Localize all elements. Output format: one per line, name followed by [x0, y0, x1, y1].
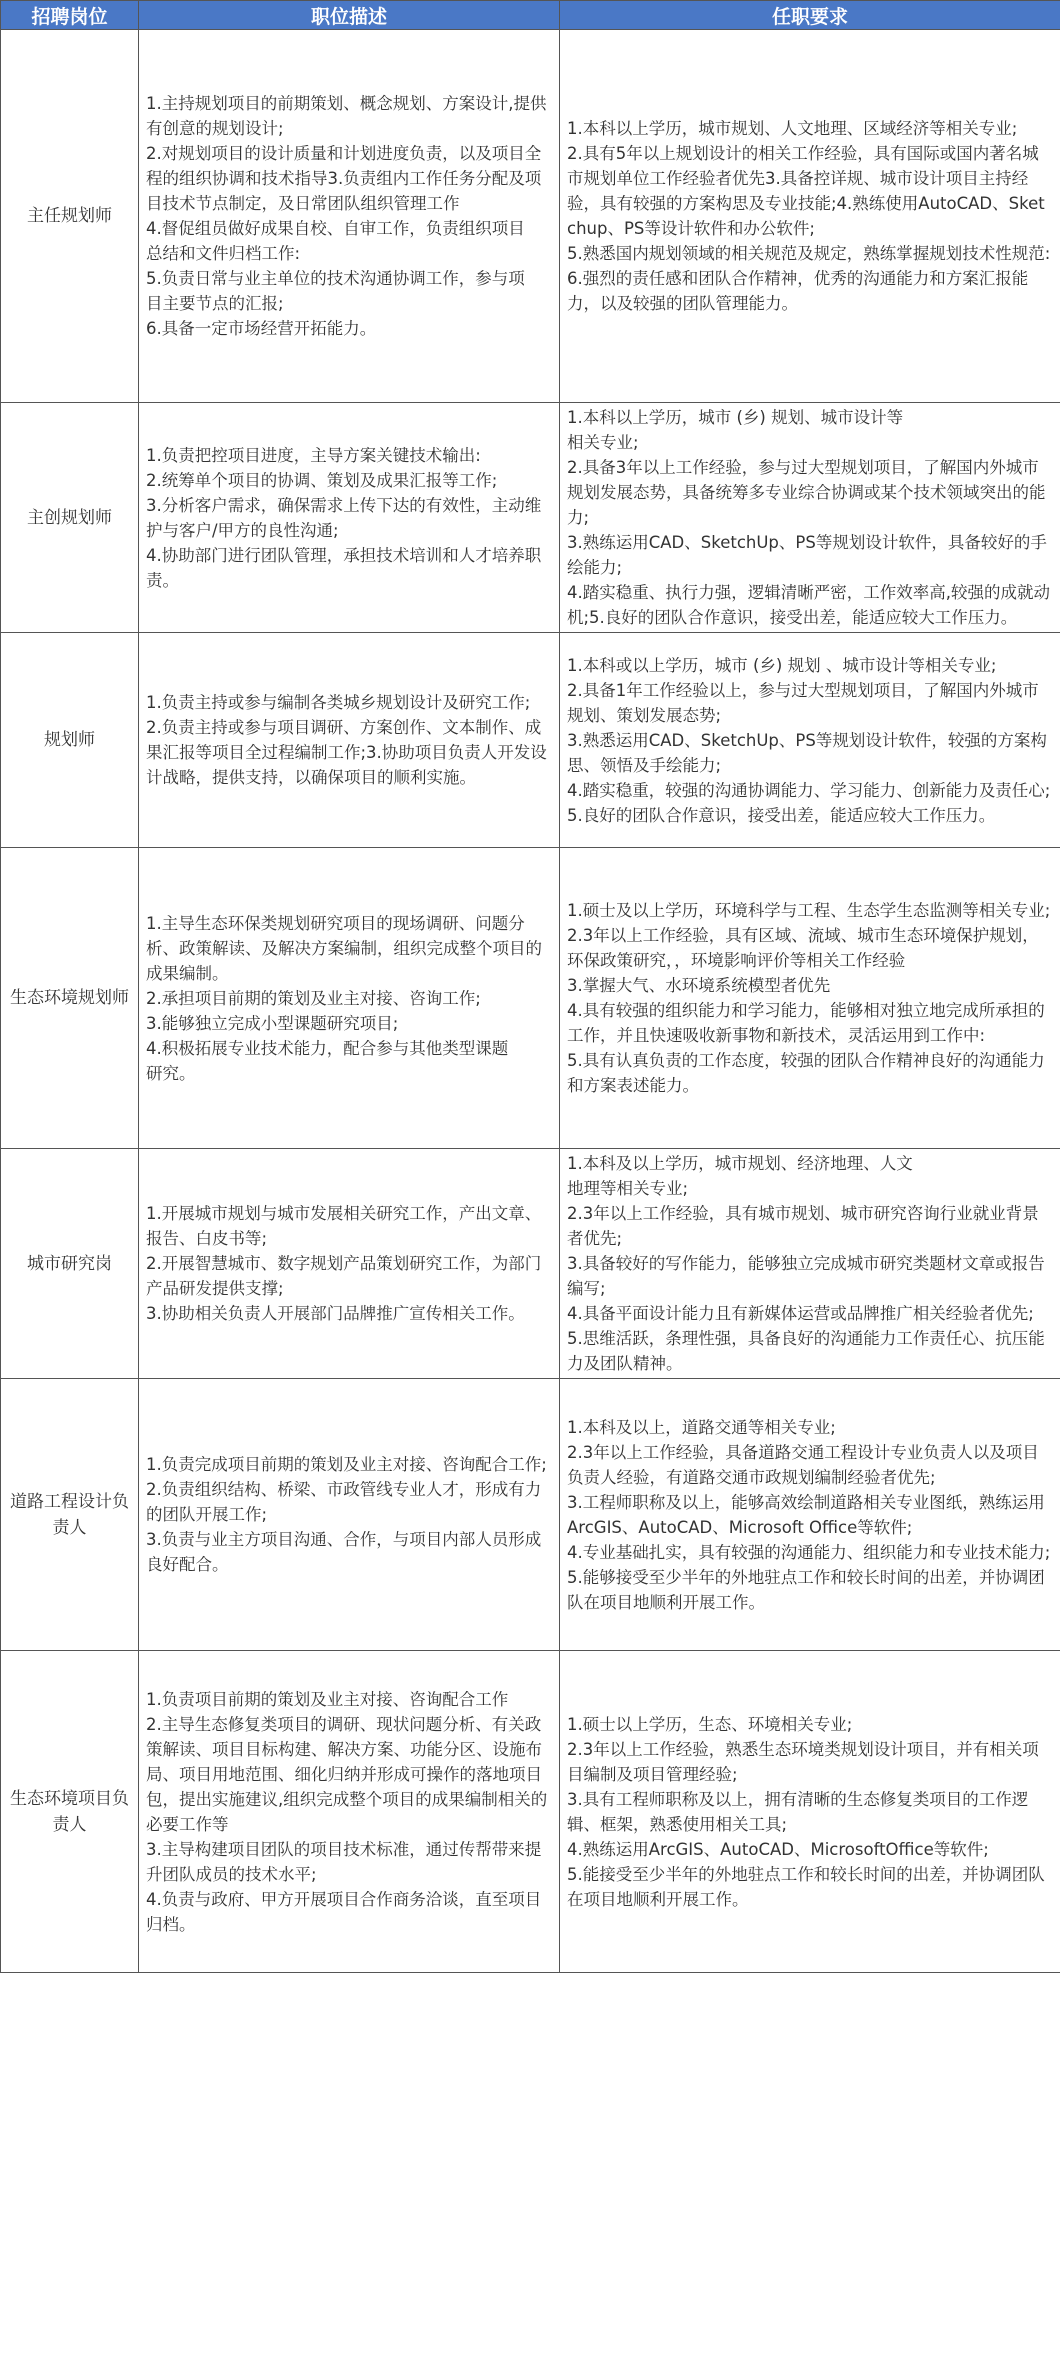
requirements-cell [560, 1149, 1060, 1379]
text-line: 4.踏实稳重，较强的沟通协调能力、学习能力、创新能力及责任心; [567, 780, 1051, 800]
text-line: 1.负责把控项目进度，主导方案关键技术输出: [146, 445, 481, 465]
position-cell: 主创规划师 [1, 403, 139, 633]
position-cell: 生态环境规划师 [1, 848, 139, 1149]
text-line: 5.良好的团队合作意识，接受出差，能适应较大工作压力。 [567, 805, 996, 825]
text-line: 5.思维活跃，条理性强，具备良好的沟通能力工作责任心、抗压能力及团队精神。 [567, 1329, 1045, 1373]
text-line: 4.具有较强的组织能力和学习能力，能够相对独立地完成所承担的工作，并且快速吸收新事物和新技术，灵活运用到工作中: [567, 1001, 1045, 1045]
text-line: 4.负责与政府、甲方开展项目合作商务洽谈，直至项目归档。 [146, 1889, 542, 1934]
text-line: 3.工程师职称及以上，能够高效绘制道路相关专业图纸，熟练运用ArcGIS、AutoCAD、Microsoft Office等软件; [567, 1492, 1045, 1537]
text-line: 1.本科或以上学历，城市 (乡) 规划 、城市设计等相关专业; [567, 655, 997, 675]
text-line: 1.主导生态环保类规划研究项目的现场调研、问题分析、政策解读、及解决方案编制，组织完成整个项目的成果编制。 [146, 913, 542, 983]
requirements-cell [560, 633, 1060, 848]
text-line: 1.硕士及以上学历，环境科学与工程、生态学生态监测等相关专业; [567, 901, 1051, 920]
text-line: 5.能接受至少半年的外地驻点工作和较长时间的出差，并协调团队在项目地顺利开展工作。 [567, 1864, 1045, 1909]
text-line: 6.具备一定市场经营开拓能力。 [146, 319, 377, 338]
text-line: 1.本科以上学历，城市 (乡) 规划、城市设计等 [567, 408, 904, 427]
text-line: 5.负责日常与业主单位的技术沟通协调工作，参与项 [146, 269, 525, 288]
text-line: 1.本科以上学历，城市规划、人文地理、区域经济等相关专业; [567, 119, 1018, 138]
text-line: 2.负责主持或参与项目调研、方案创作、文本制作、成果汇报等项目全过程编制工作;3.协助项目负责人开发设计战略，提供支持，以确保项目的顺利实施。 [146, 718, 547, 787]
description-cell [139, 30, 560, 403]
text-line: 2.3年以上工作经验，熟悉生态环境类规划设计项目，并有相关项目编制及项目管理经验; [567, 1739, 1039, 1784]
text-line: 3.熟悉运用CAD、SketchUp、PS等规划设计软件，较强的方案构思、领悟及手绘能力; [567, 730, 1047, 775]
text-line: 3.能够独立完成小型课题研究项目; [146, 1013, 399, 1033]
text-line: 研究。 [146, 1063, 196, 1083]
text-line: 4.协助部门进行团队管理，承担技术培训和人才培养职责。 [146, 545, 542, 590]
text-line: 相关专业; [567, 433, 639, 452]
text-line: 3.协助相关负责人开展部门品牌推广宣传相关工作。 [146, 1304, 525, 1323]
text-line: 1.开展城市规划与城市发展相关研究工作，产出文章、报告、白皮书等; [146, 1204, 542, 1248]
text-line: 目主要节点的汇报; [146, 294, 284, 313]
text-line: 2.负责组织结构、桥梁、市政管线专业人才，形成有力的团队开展工作; [146, 1480, 542, 1524]
text-line: 3.掌握大气、水环境系统模型者优先 [567, 976, 831, 995]
text-line: 4.专业基础扎实，具有较强的沟通能力、组织能力和专业技术能力; [567, 1542, 1051, 1562]
description-cell [139, 1149, 560, 1379]
text-line: 2.3年以上工作经验，具有区域、流域、城市生态环境保护规划，环保政策研究，，环境影响评价等相关工作经验 [567, 926, 1039, 970]
header-description: 职位描述 [139, 1, 560, 30]
header-position: 招聘岗位 [1, 1, 139, 30]
text-line: 地理等相关专业; [567, 1179, 689, 1198]
table-row [1, 403, 1060, 633]
text-line: 2.3年以上工作经验，具备道路交通工程设计专业负责人以及项目负责人经验，有道路交通市政规划编制经验者优先; [567, 1442, 1039, 1487]
description-cell [139, 848, 560, 1149]
text-line: 2.具备1年工作经验以上，参与过大型规划项目，了解国内外城市规划、策划发展态势; [567, 680, 1039, 725]
text-line: 1.负责主持或参与编制各类城乡规划设计及研究工作; [146, 693, 531, 712]
requirements-cell [560, 848, 1060, 1149]
text-line: 2.具备3年以上工作经验，参与过大型规划项目，了解国内外城市规划发展态势，具备统筹多专业综合协调或某个技术领域突出的能力; [567, 458, 1046, 527]
text-line: 3.具备较好的写作能力，能够独立完成城市研究类题材文章或报告编写; [567, 1254, 1045, 1298]
text-line: 1.本科及以上，道路交通等相关专业; [567, 1417, 836, 1437]
text-line: 2.主导生态修复类项目的调研、现状问题分析、有关政策解读、项目目标构建、解决方案、功能分区、设施布局、项目用地范围、细化归纳并形成可操作的落地项目包，提出实施建议,组织完成整个项目的成果编制相关的必要工作等 [146, 1714, 548, 1834]
position-cell: 生态环境项目负责人 [1, 1651, 139, 1973]
text-line: 1.硕士以上学历，生态、环境相关专业; [567, 1714, 853, 1734]
text-line: 1.负责完成项目前期的策划及业主对接、咨询配合工作; [146, 1455, 547, 1474]
table-row [1, 848, 1060, 1149]
text-line: 3.熟练运用CAD、SketchUp、PS等规划设计软件，具备较好的手绘能力; [567, 533, 1047, 577]
text-line: 3.主导构建项目团队的项目技术标准，通过传帮带来提升团队成员的技术水平; [146, 1839, 542, 1884]
text-line: 5.能够接受至少半年的外地驻点工作和较长时间的出差，并协调团队在项目地顺利开展工作。 [567, 1567, 1045, 1612]
text-line: 总结和文件归档工作: [146, 244, 301, 263]
table-row [1, 1651, 1060, 1973]
requirements-cell [560, 1379, 1060, 1651]
text-line: 2.开展智慧城市、数字规划产品策划研究工作，为部门产品研发提供支撑; [146, 1254, 542, 1298]
text-line: 4.踏实稳重、执行力强，逻辑清晰严密，工作效率高,较强的成就动机;5.良好的团队合作意识，接受出差，能适应较大工作压力。 [567, 583, 1050, 627]
description-cell [139, 1651, 560, 1973]
text-line: 1.主持规划项目的前期策划、概念规划、方案设计,提供有创意的规划设计; [146, 94, 547, 138]
table-row [1, 633, 1060, 848]
text-line: 4.积极拓展专业技术能力，配合参与其他类型课题 [146, 1038, 509, 1058]
position-cell: 道路工程设计负责人 [1, 1379, 139, 1651]
position-cell: 规划师 [1, 633, 139, 848]
text-line: 2.对规划项目的设计质量和计划进度负责，以及项目全程的组织协调和技术指导3.负责组内工作任务分配及项目技术节点制定，及日常团队组织管理工作 [146, 144, 542, 213]
text-line: 4.督促组员做好成果自校、自审工作，负责组织项目 [146, 219, 525, 238]
position-cell: 城市研究岗 [1, 1149, 139, 1379]
text-line: 2.具有5年以上规划设计的相关工作经验，具有国际或国内著名城市规划单位工作经验者优先3.具备控详规、城市设计项目主持经验，具有较强的方案构思及专业技能;4.熟练使用AutoCAD、Sketchup、PS等设计软件和办公软件; [567, 144, 1045, 238]
text-line: 1.本科及以上学历，城市规划、经济地理、人文 [567, 1154, 913, 1173]
requirements-cell [560, 1651, 1060, 1973]
text-line: 4.熟练运用ArcGIS、AutoCAD、MicrosoftOffice等软件; [567, 1839, 989, 1859]
text-line: 5.具有认真负责的工作态度，较强的团队合作精神良好的沟通能力和方案表述能力。 [567, 1051, 1045, 1095]
table-row [1, 30, 1060, 403]
text-line: 6.强烈的责任感和团队合作精神，优秀的沟通能力和方案汇报能力，以及较强的团队管理能力。 [567, 269, 1029, 313]
table-row [1, 1379, 1060, 1651]
requirements-cell [560, 403, 1060, 633]
table-header-row [1, 1, 1060, 30]
description-cell [139, 403, 560, 633]
requirements-cell [560, 30, 1060, 403]
text-line: 3.分析客户需求，确保需求上传下达的有效性，主动维护与客户/甲方的良性沟通; [146, 495, 542, 540]
text-line: 4.具备平面设计能力且有新媒体运营或品牌推广相关经验者优先; [567, 1304, 1034, 1323]
text-line: 2.3年以上工作经验，具有城市规划、城市研究咨询行业就业背景者优先; [567, 1204, 1039, 1248]
text-line: 5.熟悉国内规划领域的相关规范及规定，熟练掌握规划技术性规范: [567, 244, 1051, 263]
text-line: 1.负责项目前期的策划及业主对接、咨询配合工作 [146, 1689, 509, 1709]
text-line: 3.负责与业主方项目沟通、合作，与项目内部人员形成良好配合。 [146, 1530, 542, 1574]
text-line: 3.具有工程师职称及以上，拥有清晰的生态修复类项目的工作逻辑、框架，熟悉使用相关工具; [567, 1789, 1029, 1834]
header-requirements: 任职要求 [560, 1, 1060, 30]
position-cell: 主任规划师 [1, 30, 139, 403]
description-cell [139, 1379, 560, 1651]
text-line: 2.统筹单个项目的协调、策划及成果汇报等工作; [146, 470, 498, 490]
description-cell [139, 633, 560, 848]
table-row [1, 1149, 1060, 1379]
text-line: 2.承担项目前期的策划及业主对接、咨询工作; [146, 988, 481, 1008]
